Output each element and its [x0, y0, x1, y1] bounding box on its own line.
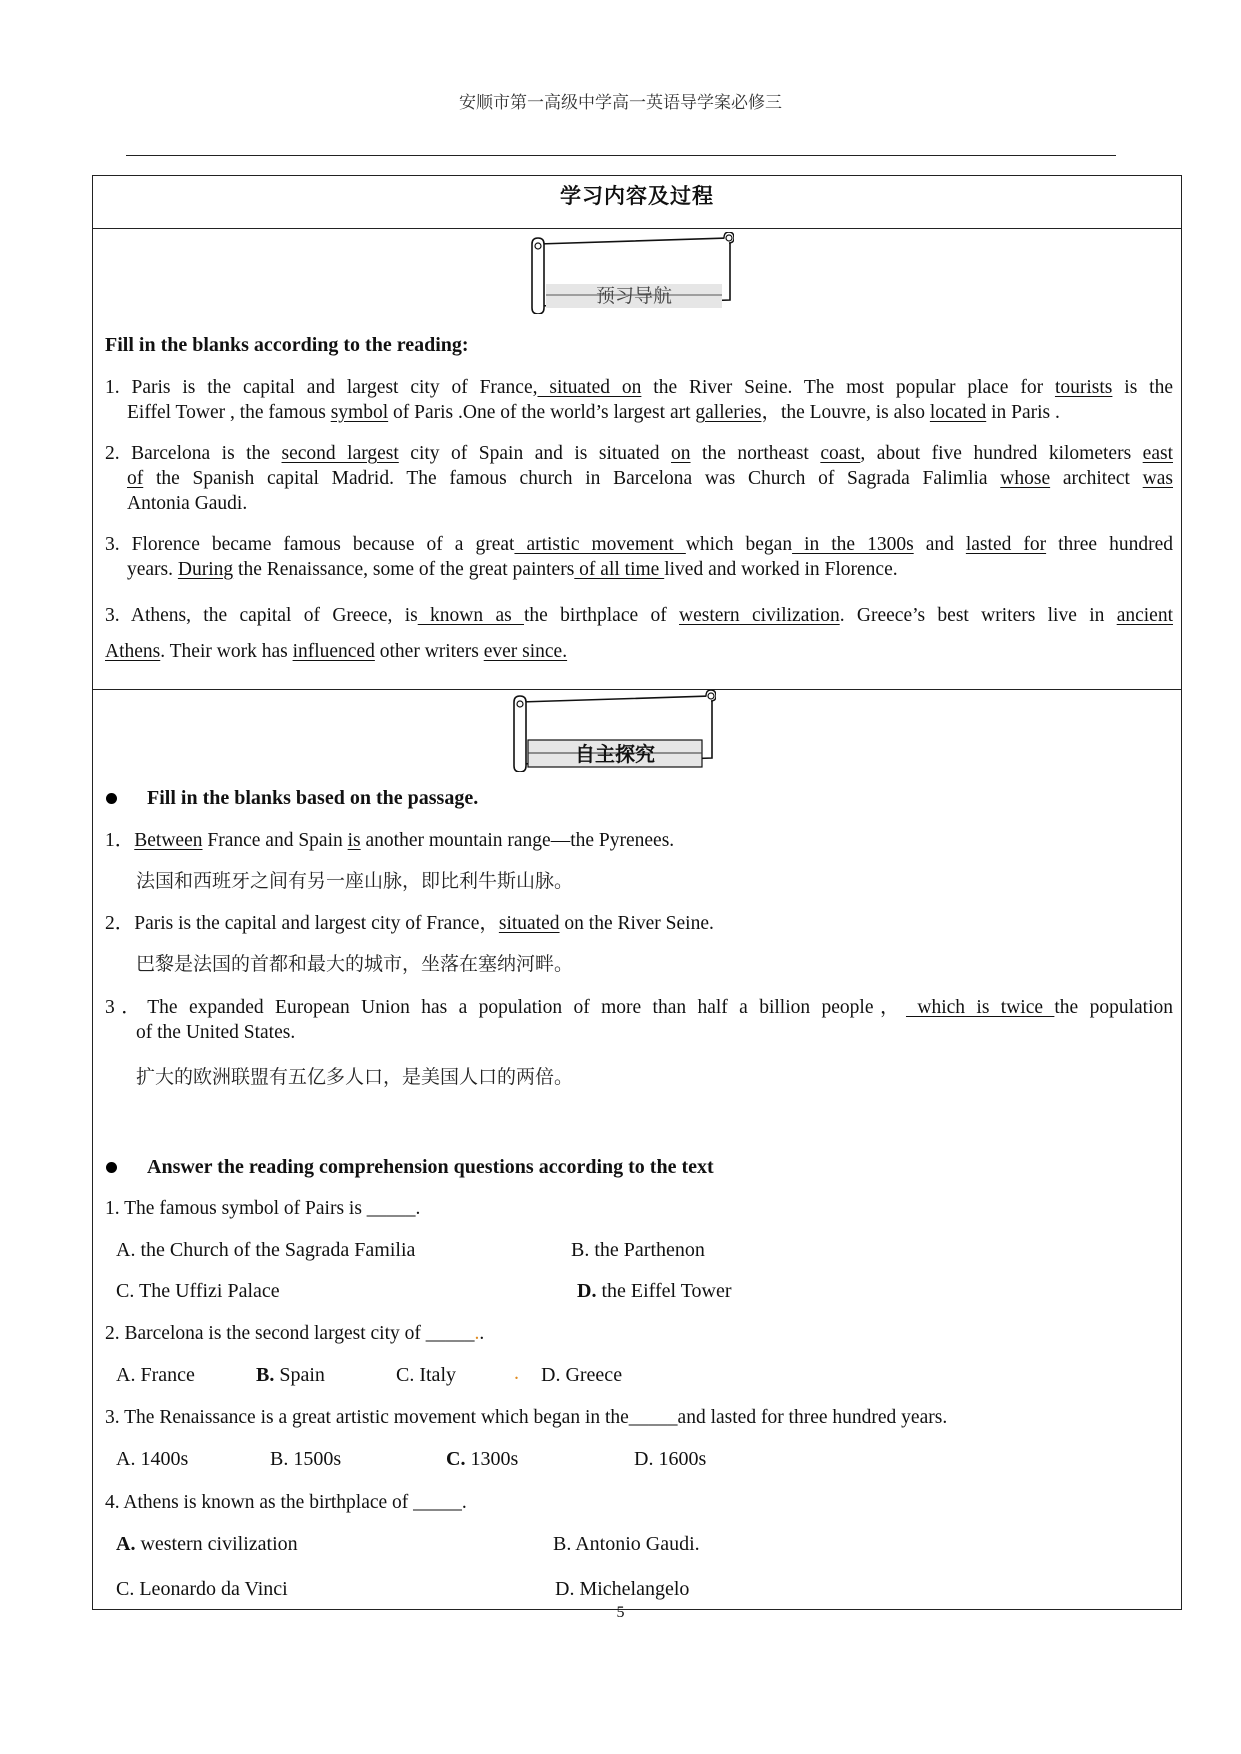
explore-q1: 1．Between France and Spain is another mountain range—the Pyrenees.	[105, 830, 675, 851]
preview-item-1-line-1: 1. Paris is the capital and largest city of France, situated on the River Seine. The most popular place for tourists is the	[105, 377, 1173, 398]
preview-item-2-line-3: Antonia Gaudi.	[127, 493, 248, 514]
document-header-title: 安顺市第一高级中学高一英语导学案必修三	[459, 93, 782, 113]
explore-q2: 2．Paris is the capital and largest city of France，situated on the River Seine.	[105, 913, 714, 934]
mc-4-option-b: B. Antonio Gaudi.	[553, 1533, 700, 1555]
explore-q3-translation: 扩大的欧洲联盟有五亿多人口，是美国人口的两倍。	[136, 1066, 574, 1088]
mc-4-option-d: D. Michelangelo	[555, 1578, 690, 1600]
mc-3-option-d: D. 1600s	[634, 1448, 707, 1470]
preview-heading: Fill in the blanks according to the reading:	[105, 334, 469, 356]
mc-1-option-a: A. the Church of the Sagrada Familia	[116, 1239, 416, 1261]
preview-item-4-line-1: 3. Athens, the capital of Greece, is known as the birthplace of western civilization. Greece’s best writers live in ancient	[105, 605, 1173, 626]
mc-question-1: 1. The famous symbol of Pairs is _____.	[105, 1198, 421, 1219]
mc-2-option-c: C. Italy	[396, 1364, 456, 1386]
explore-q1-translation: 法国和西班牙之间有另一座山脉，即比利牛斯山脉。	[136, 870, 574, 892]
explore-scroll-label: 自主探究	[575, 742, 655, 766]
explore-q3-line-1: 3．The expanded European Union has a population of more than half a billion people， which is twice the population	[105, 997, 1173, 1018]
mc-3-option-c: C. 1300s	[446, 1448, 519, 1470]
explore-q3-line-2: of the United States.	[136, 1022, 296, 1043]
mc-4-option-c: C. Leonardo da Vinci	[116, 1578, 288, 1600]
mc-3-option-b: B. 1500s	[270, 1448, 342, 1470]
table-row-divider	[92, 228, 1182, 229]
preview-scroll-label: 预习导航	[595, 285, 672, 307]
explore-q2-translation: 巴黎是法国的首都和最大的城市，坐落在塞纳河畔。	[136, 953, 574, 975]
explore-heading-1: Fill in the blanks based on the passage.	[147, 787, 479, 809]
stray-mark: .	[514, 1362, 519, 1384]
mc-1-option-b: B. the Parthenon	[571, 1239, 705, 1261]
preview-item-3-line-2: years. During the Renaissance, some of the great painters of all time lived and worked in Florence.	[127, 559, 898, 580]
bullet-icon	[106, 793, 117, 804]
preview-item-3-line-1: 3. Florence became famous because of a great artistic movement which began in the 1300s and lasted for three hundred	[105, 534, 1173, 555]
section-title: 学习内容及过程	[560, 184, 714, 208]
header-rule	[126, 155, 1116, 156]
mc-4-option-a: A. western civilization	[116, 1533, 298, 1555]
explore-scroll-banner	[504, 690, 716, 772]
preview-item-4-line-2: Athens. Their work has influenced other writers ever since.	[105, 641, 568, 662]
preview-item-2-line-1: 2. Barcelona is the second largest city of Spain and is situated on the northeast coast, about five hundred kilometers east	[105, 443, 1173, 464]
mc-2-option-b: B. Spain	[256, 1364, 325, 1386]
mc-1-option-c: C. The Uffizi Palace	[116, 1280, 280, 1302]
mc-3-option-a: A. 1400s	[116, 1448, 189, 1470]
mc-1-option-d: D. the Eiffel Tower	[577, 1280, 732, 1302]
mc-question-2: 2. Barcelona is the second largest city of _____..	[105, 1323, 485, 1344]
preview-item-2-line-2: of the Spanish capital Madrid. The famous church in Barcelona was Church of Sagrada Falimlia whose architect was	[127, 468, 1173, 489]
bullet-icon	[106, 1162, 117, 1173]
mc-question-4: 4. Athens is known as the birthplace of _____.	[105, 1492, 467, 1513]
page-number: 5	[616, 1604, 625, 1621]
mc-2-option-d: D. Greece	[541, 1364, 623, 1386]
mc-question-3: 3. The Renaissance is a great artistic movement which began in the_____and lasted for three hundred years.	[105, 1407, 948, 1428]
preview-scroll-banner	[522, 232, 734, 314]
mc-2-option-a: A. France	[116, 1364, 195, 1386]
preview-item-1-line-2: Eiffel Tower , the famous symbol of Paris .One of the world’s largest art galleries，the Louvre, is also located in Paris .	[127, 402, 1060, 423]
explore-heading-2: Answer the reading comprehension questions according to the text	[147, 1156, 714, 1178]
